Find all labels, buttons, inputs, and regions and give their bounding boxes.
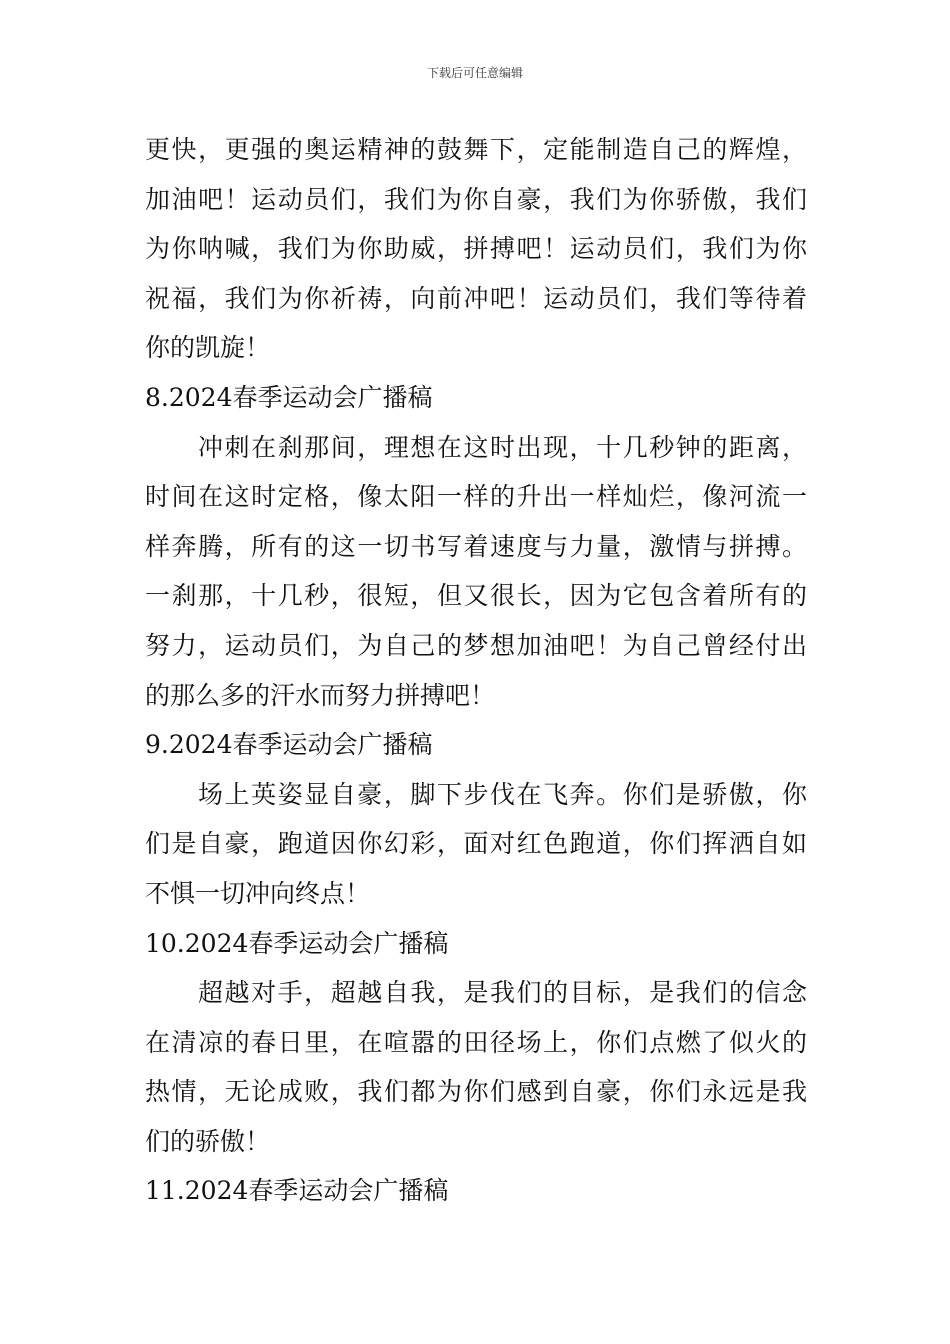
paragraph-line: 热情，无论成败，我们都为你们感到自豪，你们永远是我: [145, 1077, 807, 1107]
paragraph-line: 在清凉的春日里，在喧嚣的田径场上，你们点燃了似火的: [145, 1027, 807, 1057]
paragraph-line: 你的凯旋！: [145, 333, 271, 363]
paragraph-line: 样奔腾，所有的这一切书写着速度与力量，激情与拼搏。: [145, 531, 807, 561]
section-heading: 9.2024春季运动会广播稿: [145, 730, 433, 760]
paragraph-line: 时间在这时定格，像太阳一样的升出一样灿烂，像河流一: [145, 482, 807, 512]
paragraph-line: 的那么多的汗水而努力拼搏吧！: [145, 680, 496, 710]
paragraph-line: 更快，更强的奥运精神的鼓舞下，定能制造自己的辉煌，: [145, 135, 807, 164]
paragraph-line: 不惧一切冲向终点！: [145, 878, 371, 908]
paragraph-line: 超越对手，超越自我，是我们的目标，是我们的信念: [198, 978, 807, 1008]
paragraph-line: 一刹那，十几秒，很短，但又很长，因为它包含着所有的: [145, 581, 807, 611]
paragraph-line: 努力，运动员们，为自己的梦想加油吧！为自己曾经付出: [145, 630, 807, 660]
paragraph-line: 们的骄傲！: [145, 1126, 271, 1156]
paragraph-line: 加油吧！运动员们，我们为你自豪，我们为你骄傲，我们: [145, 184, 807, 214]
section-heading: 8.2024春季运动会广播稿: [145, 382, 433, 412]
paragraph-line: 们是自豪，跑道因你幻彩，面对红色跑道，你们挥洒自如: [145, 829, 807, 859]
section-heading: 10.2024春季运动会广播稿: [145, 928, 449, 958]
paragraph-line: 冲刺在刹那间，理想在这时出现，十几秒钟的距离，: [198, 432, 807, 462]
paragraph-line: 场上英姿显自豪，脚下步伐在飞奔。你们是骄傲，你: [198, 779, 807, 809]
document-body: [145, 125, 807, 1216]
section-heading: 11.2024春季运动会广播稿: [145, 1176, 449, 1206]
paragraph-line: 祝福，我们为你祈祷，向前冲吧！运动员们，我们等待着: [145, 283, 807, 313]
page-header: 下载后可任意编辑: [426, 66, 523, 80]
paragraph-line: 为你呐喊，我们为你助威，拼搏吧！运动员们，我们为你: [145, 234, 807, 264]
